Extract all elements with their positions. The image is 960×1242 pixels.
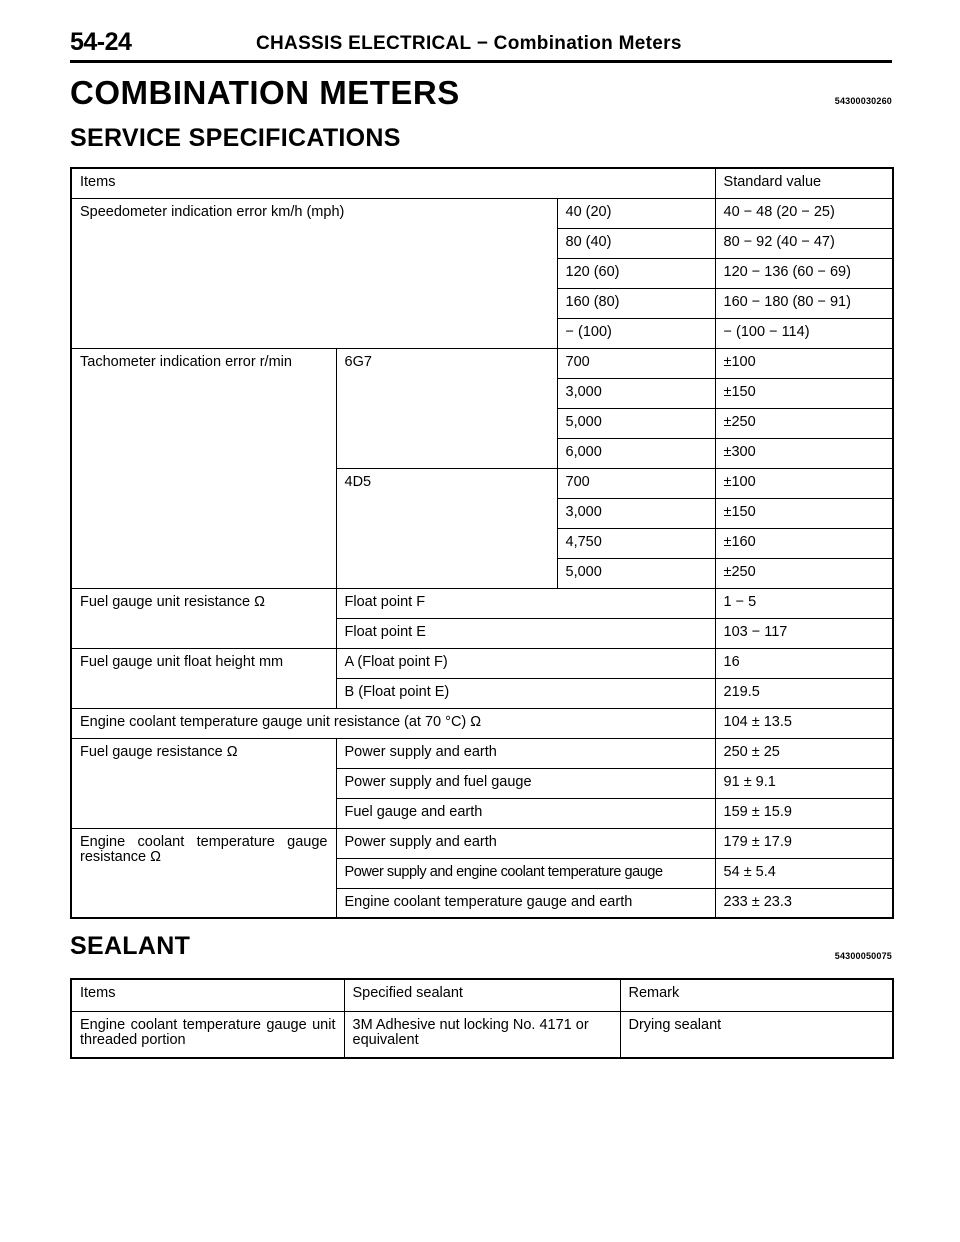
fuel-gauge-unit-resistance-label: Fuel gauge unit resistance Ω bbox=[71, 588, 336, 648]
sealant-code: 54300050075 bbox=[834, 951, 892, 961]
sealant-spec-cell: 3M Adhesive nut locking No. 4171 or equivalent bbox=[344, 1011, 620, 1058]
condition-cell: 700 bbox=[557, 348, 715, 378]
value-cell: 40 − 48 (20 − 25) bbox=[715, 198, 893, 228]
table-row bbox=[71, 1011, 893, 1058]
condition-cell: 4,750 bbox=[557, 528, 715, 558]
speedometer-label: Speedometer indication error km/h (mph) bbox=[71, 198, 557, 348]
page-number: 54-24 bbox=[70, 28, 132, 56]
table-row bbox=[71, 348, 893, 378]
value-cell: 179 ± 17.9 bbox=[715, 828, 893, 858]
condition-cell: 3,000 bbox=[557, 498, 715, 528]
header-rule bbox=[70, 60, 892, 63]
table-header-row bbox=[71, 168, 893, 198]
condition-cell: Power supply and earth bbox=[336, 738, 715, 768]
value-cell: 103 − 117 bbox=[715, 618, 893, 648]
column-header-items: Items bbox=[71, 979, 344, 1011]
value-cell: 233 ± 23.3 bbox=[715, 888, 893, 918]
page-header bbox=[70, 28, 892, 60]
value-cell: 80 − 92 (40 − 47) bbox=[715, 228, 893, 258]
value-cell: 91 ± 9.1 bbox=[715, 768, 893, 798]
value-cell: ±100 bbox=[715, 468, 893, 498]
value-cell: 160 − 180 (80 − 91) bbox=[715, 288, 893, 318]
value-cell: ±300 bbox=[715, 438, 893, 468]
value-cell: 120 − 136 (60 − 69) bbox=[715, 258, 893, 288]
sealant-table bbox=[70, 978, 894, 1059]
condition-cell: Power supply and engine coolant temperature gauge bbox=[336, 858, 715, 888]
table-row bbox=[71, 828, 893, 858]
section-code: 54300030260 bbox=[834, 96, 892, 106]
value-cell: ±250 bbox=[715, 408, 893, 438]
table-header-row bbox=[71, 979, 893, 1011]
fuel-gauge-resistance-label: Fuel gauge resistance Ω bbox=[71, 738, 336, 828]
condition-cell: Float point E bbox=[336, 618, 715, 648]
table-row bbox=[71, 198, 893, 228]
tachometer-label: Tachometer indication error r/min bbox=[71, 348, 336, 588]
table-row bbox=[71, 738, 893, 768]
column-header-remark: Remark bbox=[620, 979, 893, 1011]
service-specifications-table bbox=[70, 167, 894, 919]
condition-cell: Power supply and earth bbox=[336, 828, 715, 858]
value-cell: 104 ± 13.5 bbox=[715, 708, 893, 738]
value-cell: ±150 bbox=[715, 378, 893, 408]
sealant-remark-cell: Drying sealant bbox=[620, 1011, 893, 1058]
column-header-items: Items bbox=[71, 168, 715, 198]
value-cell: 250 ± 25 bbox=[715, 738, 893, 768]
table-row bbox=[71, 648, 893, 678]
value-cell: − (100 − 114) bbox=[715, 318, 893, 348]
table-row bbox=[71, 708, 893, 738]
sealant-item-cell: Engine coolant temperature gauge unit threaded portion bbox=[71, 1011, 344, 1058]
condition-cell: 700 bbox=[557, 468, 715, 498]
coolant-gauge-resistance-label: Engine coolant temperature gauge resistance Ω bbox=[71, 828, 336, 918]
running-title: CHASSIS ELECTRICAL − Combination Meters bbox=[256, 33, 682, 54]
value-cell: 16 bbox=[715, 648, 893, 678]
condition-cell: 5,000 bbox=[557, 408, 715, 438]
float-height-label: Fuel gauge unit float height mm bbox=[71, 648, 336, 708]
value-cell: ±250 bbox=[715, 558, 893, 588]
condition-cell: − (100) bbox=[557, 318, 715, 348]
condition-cell: A (Float point F) bbox=[336, 648, 715, 678]
value-cell: 54 ± 5.4 bbox=[715, 858, 893, 888]
value-cell: ±100 bbox=[715, 348, 893, 378]
value-cell: 1 − 5 bbox=[715, 588, 893, 618]
coolant-gauge-unit-resistance-label: Engine coolant temperature gauge unit resistance (at 70 °C) Ω bbox=[71, 708, 715, 738]
engine-model-cell: 4D5 bbox=[336, 468, 557, 588]
condition-cell: 3,000 bbox=[557, 378, 715, 408]
condition-cell: 6,000 bbox=[557, 438, 715, 468]
condition-cell: 5,000 bbox=[557, 558, 715, 588]
condition-cell: Float point F bbox=[336, 588, 715, 618]
condition-cell: Engine coolant temperature gauge and earth bbox=[336, 888, 715, 918]
value-cell: 159 ± 15.9 bbox=[715, 798, 893, 828]
sealant-heading: SEALANT bbox=[70, 932, 191, 960]
column-header-specified-sealant: Specified sealant bbox=[344, 979, 620, 1011]
table-row bbox=[71, 588, 893, 618]
condition-cell: 120 (60) bbox=[557, 258, 715, 288]
condition-cell: 80 (40) bbox=[557, 228, 715, 258]
condition-cell: Power supply and fuel gauge bbox=[336, 768, 715, 798]
value-cell: ±160 bbox=[715, 528, 893, 558]
value-cell: ±150 bbox=[715, 498, 893, 528]
condition-cell: B (Float point E) bbox=[336, 678, 715, 708]
value-cell: 219.5 bbox=[715, 678, 893, 708]
condition-cell: Fuel gauge and earth bbox=[336, 798, 715, 828]
service-specifications-heading: SERVICE SPECIFICATIONS bbox=[70, 124, 401, 152]
column-header-standard-value: Standard value bbox=[715, 168, 893, 198]
engine-model-cell: 6G7 bbox=[336, 348, 557, 468]
condition-cell: 40 (20) bbox=[557, 198, 715, 228]
condition-cell: 160 (80) bbox=[557, 288, 715, 318]
section-title: COMBINATION METERS bbox=[70, 74, 460, 111]
